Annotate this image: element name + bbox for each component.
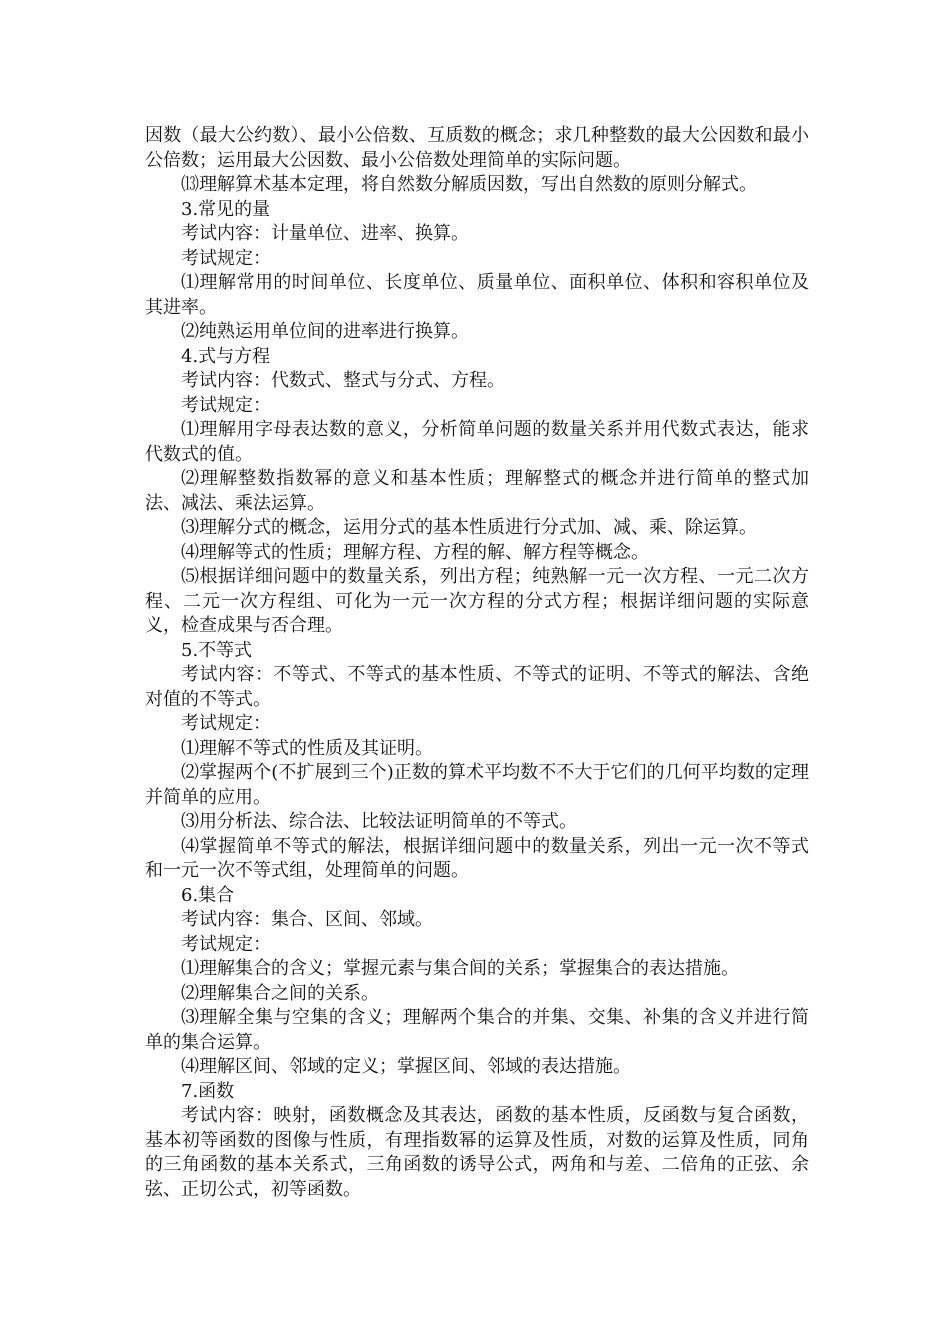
paragraph: 考试内容：计量单位、进率、换算。 (181, 223, 469, 244)
paragraph: ⑵理解整数指数幂的意义和基本性质；理解整式的概念并进行简单的整式加法、减法、乘法运算。 (145, 468, 809, 514)
paragraph: ⑷理解等式的性质；理解方程、方程的解、解方程等概念。 (181, 541, 649, 563)
paragraph: ⑴理解用字母表达数的意义，分析简单问题的数量关系并用代数式表达，能求代数式的值。 (145, 419, 809, 465)
paragraph: ⑴理解集合的含义；掌握元素与集合间的关系；掌握集合的表达措施。 (181, 958, 739, 979)
paragraph: 因数（最大公约数）、最小公倍数、互质数的概念；求几种整数的最大公因数和最小公倍数；运用最大公因数、最小公倍数处理简单的实际问题。 (145, 125, 809, 171)
paragraph: ⑵纯熟运用单位间的进率进行换算。 (181, 321, 469, 342)
paragraph: 考试规定： (181, 394, 271, 416)
paragraph: ⑵理解集合之间的关系。 (181, 982, 379, 1004)
paragraph: 考试规定： (181, 933, 271, 955)
paragraph: ⑴理解不等式的性质及其证明。 (181, 737, 433, 759)
paragraph: ⑷理解区间、邻域的定义；掌握区间、邻域的表达措施。 (181, 1056, 631, 1077)
paragraph: 7.函数 (181, 1080, 235, 1102)
paragraph: 考试规定： (181, 247, 271, 269)
paragraph: ⑷掌握简单不等式的解法，根据详细问题中的数量关系，列出一元一次不等式和一元一次不等式组，处理简单的问题。 (145, 835, 809, 881)
paragraph: ⑴理解常用的时间单位、长度单位、质量单位、面积单位、体积和容积单位及其进率。 (145, 272, 809, 318)
paragraph: ⑶理解全集与空集的含义；理解两个集合的并集、交集、补集的含义并进行简单的集合运算。 (145, 1007, 809, 1053)
paragraph: 4.式与方程 (181, 345, 271, 367)
paragraph: ⑶理解分式的概念，运用分式的基本性质进行分式加、减、乘、除运算。 (181, 517, 757, 538)
paragraph: 考试内容：代数式、整式与分式、方程。 (181, 370, 505, 391)
paragraph: 5.不等式 (181, 639, 253, 661)
paragraph: 6.集合 (181, 884, 235, 906)
paragraph: ⑶用分析法、综合法、比较法证明简单的不等式。 (181, 811, 577, 832)
document-body (145, 124, 809, 1202)
paragraph: ⑵掌握两个(不扩展到三个)正数的算术平均数不不大于它们的几何平均数的定理并简单的应用。 (145, 762, 809, 808)
paragraph: ⑸根据详细问题中的数量关系，列出方程；纯熟解一元一次方程、一元二次方程、二元一次方程组、可化为一元一次方程的分式方程；根据详细问题的实际意义，检查成果与否合理。 (145, 566, 809, 636)
paragraph: 考试内容：集合、区间、邻域。 (181, 909, 433, 930)
paragraph: 考试内容：不等式、不等式的基本性质、不等式的证明、不等式的解法、含绝对值的不等式。 (145, 664, 809, 710)
paragraph: 3.常见的量 (181, 198, 271, 220)
paragraph: 考试内容：映射，函数概念及其表达，函数的基本性质，反函数与复合函数，基本初等函数的图像与性质，有理指数幂的运算及性质，对数的运算及性质，同角的三角函数的基本关系式，三角函数的诱导公式，两角和与差、二倍角的正弦、余弦、正切公式，初等函数。 (145, 1105, 809, 1200)
paragraph: 考试规定： (181, 713, 271, 734)
paragraph: ⒀理解算术基本定理，将自然数分解质因数，写出自然数的原则分解式。 (181, 174, 757, 195)
